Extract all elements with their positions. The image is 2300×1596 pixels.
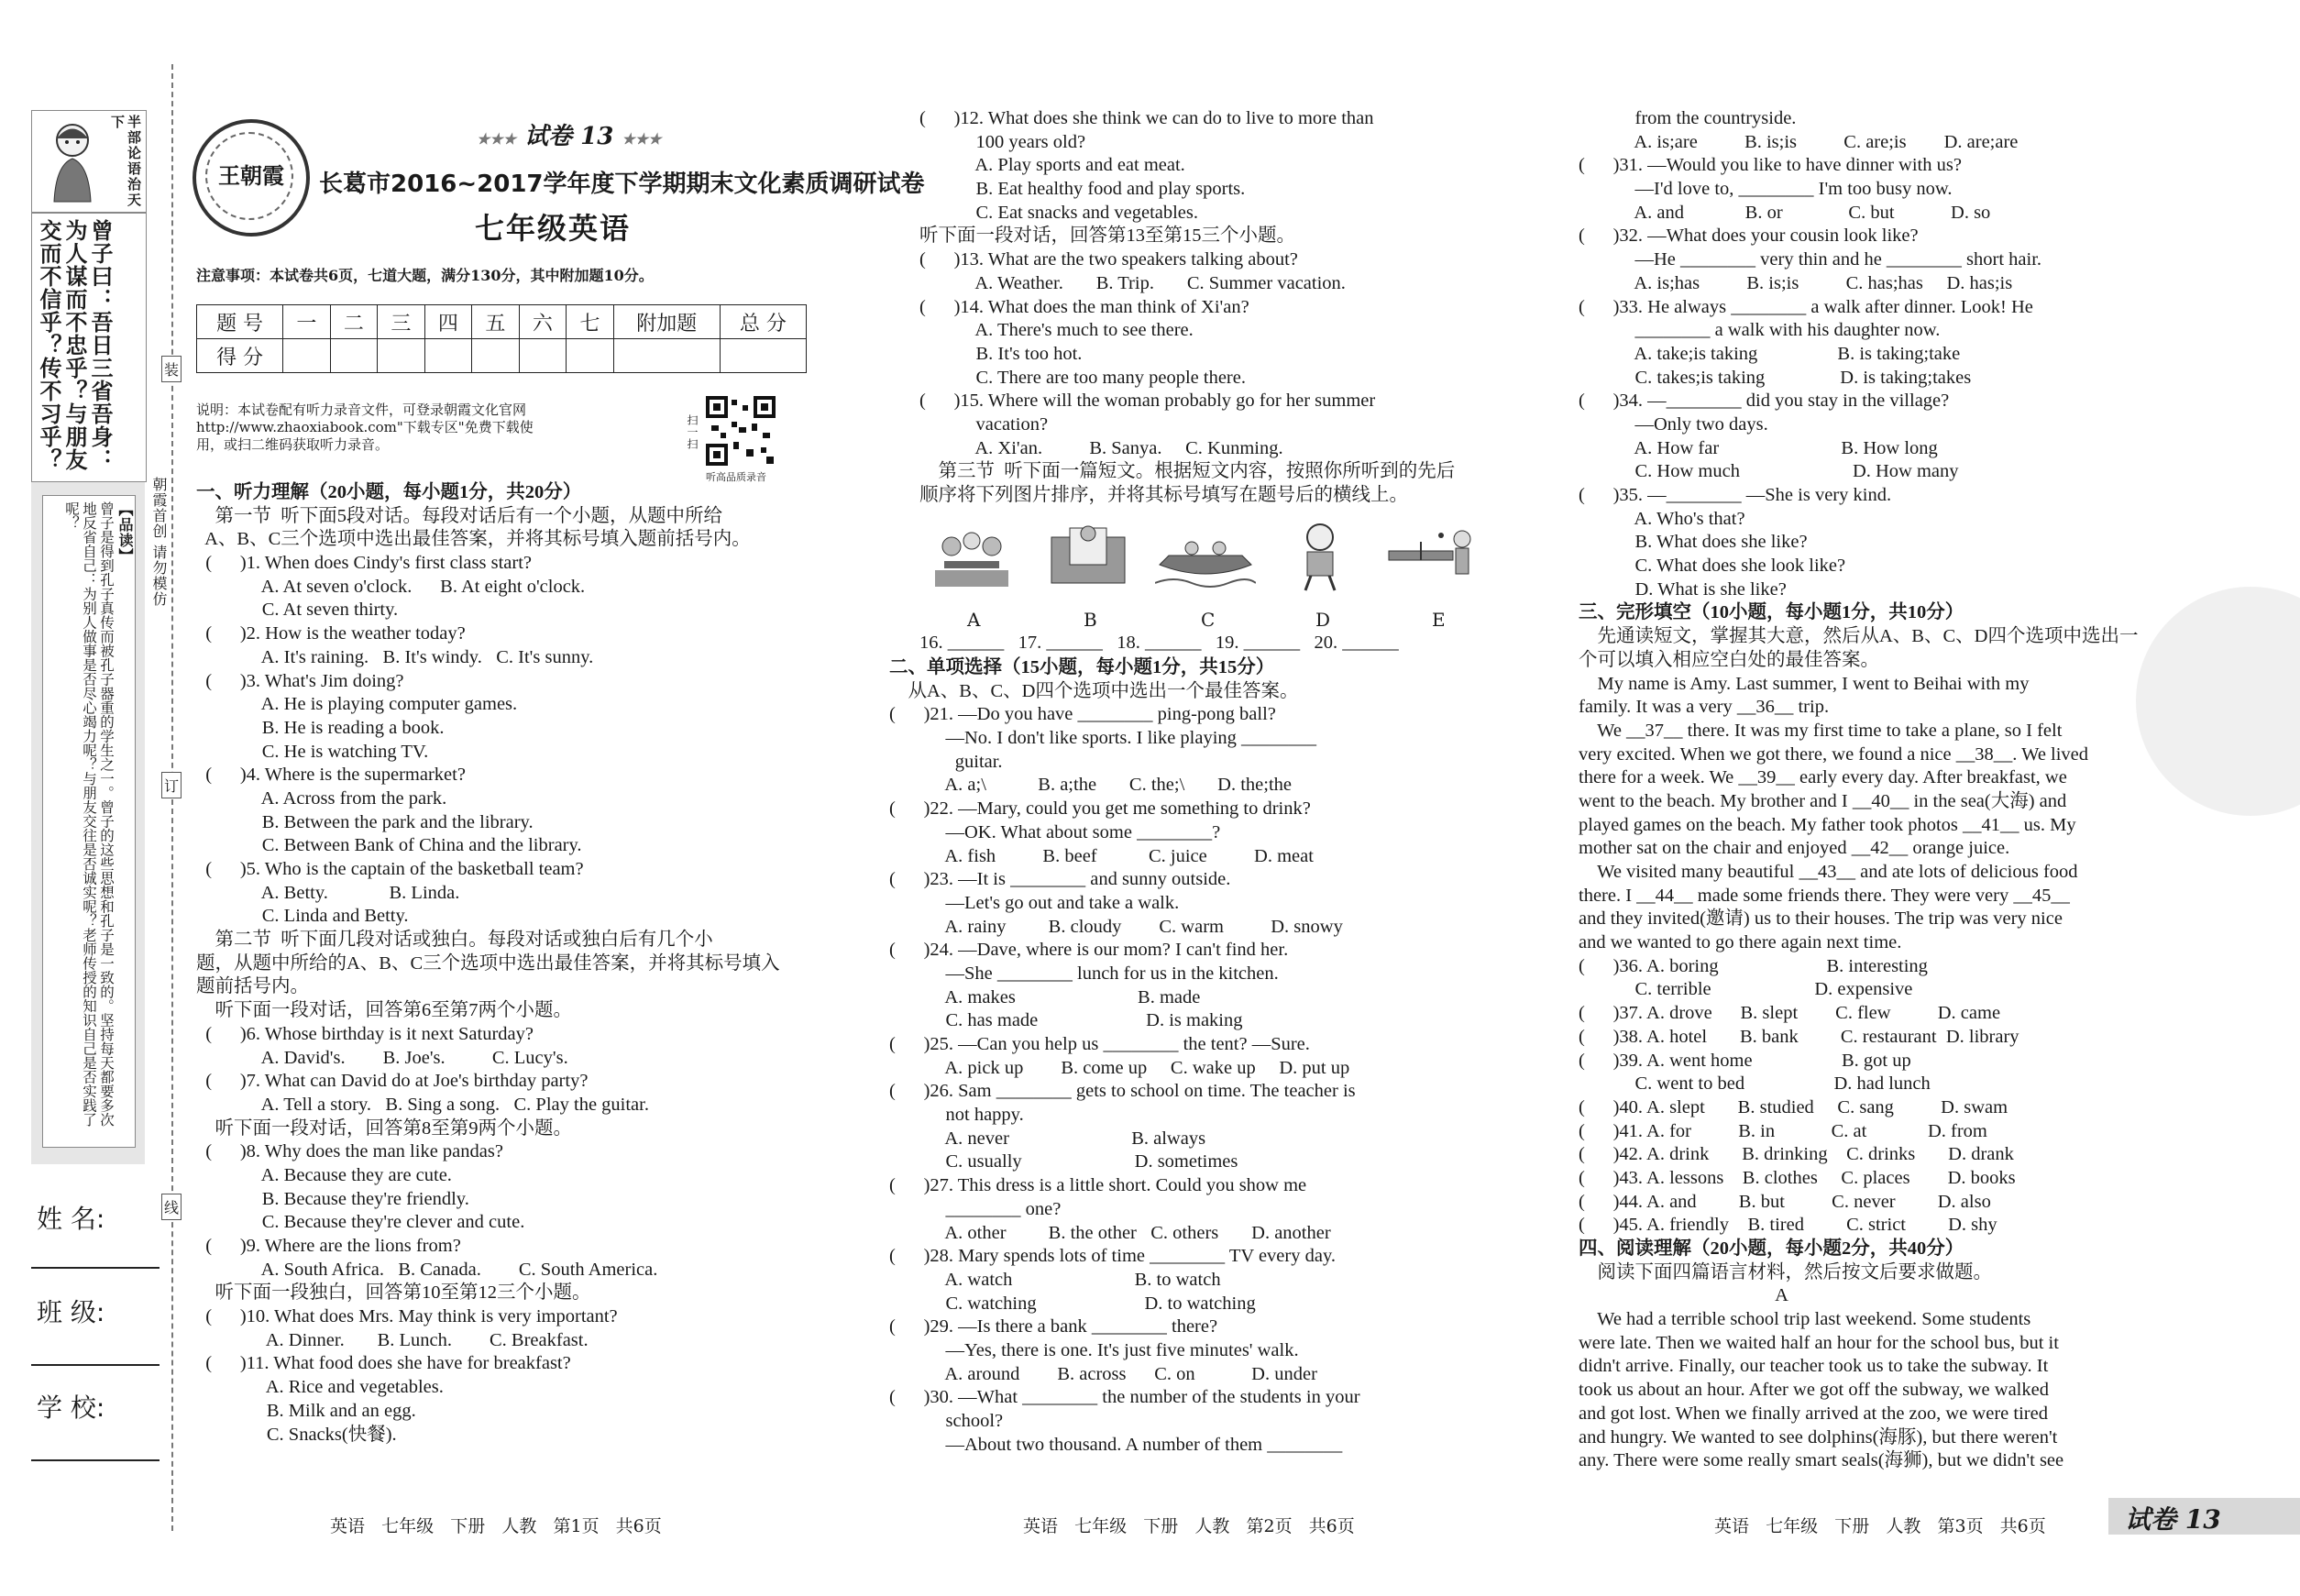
picture-a-family-dinner xyxy=(926,519,1018,592)
text-line: ( )45. A. friendly B. tired C. strict D. shy xyxy=(1579,1215,1997,1236)
text-line: ( )10. What does Mrs. May think is very important? xyxy=(196,1306,618,1327)
score-header-9: 总 分 xyxy=(720,305,806,339)
score-cell[interactable] xyxy=(519,339,567,373)
score-cell[interactable] xyxy=(613,339,720,373)
text-line: went to the beach. My brother and I __40__ in the sea(大海) and xyxy=(1579,790,2067,811)
text-line: ( )32. —What does your cousin look like? xyxy=(1579,226,1919,247)
text-line: My name is Amy. Last summer, I went to Beihai with my xyxy=(1579,673,2030,694)
text-line: 100 years old? xyxy=(919,131,1086,152)
text-line: ( )23. —It is ________ and sunny outside. xyxy=(889,869,1231,890)
text-line: A. It's raining. B. It's windy. C. It's sunny. xyxy=(196,646,594,667)
listening-note-line: 用，或扫二维码获取听力录音。 xyxy=(196,436,390,453)
text-line: and got lost. When we finally arrived at the zoo, we were tired xyxy=(1579,1403,2048,1424)
text-line: not happy. xyxy=(889,1105,1024,1126)
text-line: C. He is watching TV. xyxy=(196,741,429,762)
text-line: —I'd love to, ________ I'm too busy now. xyxy=(1579,179,1953,200)
text-line: We had a terrible school trip last weekend. Some students xyxy=(1579,1309,2031,1330)
text-line: 听下面一段对话，回答第8至第9两个小题。 xyxy=(196,1117,572,1139)
text-line: ( )4. Where is the supermarket? xyxy=(196,765,466,786)
text-line: ( )35. —________ —She is very kind. xyxy=(1579,485,1892,505)
logo-text: 王朝霞 xyxy=(218,162,284,189)
text-line: didn't arrive. Finally, our teacher took us to take the subway. It xyxy=(1579,1356,2049,1377)
text-line: 第一节 听下面5段对话。每段对话后有一个小题，从题中所给 xyxy=(196,505,722,526)
text-line: —Let's go out and take a walk. xyxy=(889,892,1180,913)
text-line: A xyxy=(1579,1285,1788,1306)
text-line: C. At seven thirty. xyxy=(196,600,399,621)
text-line: A. a;\ B. a;the C. the;\ D. the;the xyxy=(889,775,1292,796)
text-line: ( )39. A. went home B. got up xyxy=(1579,1050,1911,1071)
text-line: ( )34. —________ did you stay in the village? xyxy=(1579,391,1950,412)
picture-label-c: C xyxy=(1201,609,1216,631)
reading-text: 曾子是得到孔子真传而被孔子器重的学生之一。曾子的这些思想和孔子是一致的。坚持每天都要多次地反省自己：为别人做事是否尽心竭力呢？与朋友交往是否诚实呢？老师传授的知识自己是否实践了呢？ xyxy=(63,501,115,1127)
line-mark-1: 装 xyxy=(161,356,182,382)
qr-side-label: 扫一扫 xyxy=(686,414,699,450)
seal-text: 朝霞首创 请勿模仿 xyxy=(150,477,168,608)
score-header-7: 七 xyxy=(567,305,614,339)
sidebar-motto-box xyxy=(31,110,147,213)
text-line: ( )6. Whose birthday is it next Saturday? xyxy=(196,1023,534,1044)
motto-title: 半部论语治天下 xyxy=(109,115,142,208)
confucius-quote-box xyxy=(31,213,147,482)
text-line: D. What is she like? xyxy=(1579,578,1787,600)
confucius-icon xyxy=(36,115,109,206)
text-line: ( )22. —Mary, could you get me something to drink? xyxy=(889,798,1311,820)
picture-label-a: A xyxy=(967,609,981,631)
text-line: very excited. When we got there, we found a nice __38__. We lived xyxy=(1579,743,2089,765)
text-line: A. makes B. made xyxy=(889,986,1201,1007)
text-line: A. rainy B. cloudy C. warm D. snowy xyxy=(889,916,1343,937)
text-line: A. Dinner. B. Lunch. C. Breakfast. xyxy=(196,1329,589,1350)
score-header-6: 六 xyxy=(519,305,567,339)
footer-page3: 英语 七年级 下册 人教 第3页 共6页 xyxy=(1714,1516,2046,1536)
text-line: A. There's much to see there. xyxy=(919,320,1194,341)
text-line: ( )7. What can David do at Joe's birthday party? xyxy=(196,1071,589,1092)
text-line: and hungry. We wanted to see dolphins(海豚), but there weren't xyxy=(1579,1426,2058,1447)
text-line: ( )12. What does she think we can do to live to more than xyxy=(919,108,1374,128)
text-line: —He ________ very thin and he ________ short hair. xyxy=(1579,249,2042,270)
footer-page1: 英语 七年级 下册 人教 第1页 共6页 xyxy=(330,1516,662,1536)
text-line: ( )21. —Do you have ________ ping-pong ball? xyxy=(889,704,1276,725)
text-line: —Only two days. xyxy=(1579,413,1768,435)
picture-label-d: D xyxy=(1315,609,1331,631)
text-line: 题前括号内。 xyxy=(196,976,309,997)
text-line: 听下面一段独白，回答第10至第12三个小题。 xyxy=(196,1282,591,1304)
text-line: A. other B. the other C. others D. another xyxy=(889,1222,1331,1243)
text-line: B. He is reading a book. xyxy=(196,717,445,738)
stars-left: ★★★ xyxy=(477,130,517,148)
footer-page2: 英语 七年级 下册 人教 第2页 共6页 xyxy=(1023,1516,1355,1536)
text-line: —About two thousand. A number of them ________ xyxy=(889,1434,1343,1455)
class-label: 班 级: xyxy=(37,1297,105,1327)
text-line: ( )28. Mary spends lots of time ________ TV every day. xyxy=(889,1246,1336,1267)
text-line: were late. Then we waited half an hour for the school bus, but it xyxy=(1579,1332,2059,1353)
text-line: and they invited(邀请) us to their houses. The trip was very nice xyxy=(1579,908,2063,930)
reading-label: 【品读】 xyxy=(116,501,134,564)
text-line: ________ one? xyxy=(889,1198,1062,1219)
score-cell[interactable] xyxy=(567,339,614,373)
reading-box xyxy=(42,495,136,1148)
text-line: school? xyxy=(889,1411,1004,1431)
text-line: A. Betty. B. Linda. xyxy=(196,882,460,903)
text-line: —Yes, there is one. It's just five minutes' walk. xyxy=(889,1339,1299,1360)
text-line: C. What does she look like? xyxy=(1579,556,1846,577)
name-field[interactable] xyxy=(31,1267,160,1269)
text-line: A、B、C三个选项中选出最佳答案，并将其标号填入题前括号内。 xyxy=(196,529,751,550)
text-line: B. Because they're friendly. xyxy=(196,1188,469,1209)
qr-code-icon[interactable] xyxy=(706,396,776,466)
text-line: ( )1. When does Cindy's first class start? xyxy=(196,553,532,574)
picture-b-reading-newspaper xyxy=(1042,519,1134,592)
confucius-quote: 曾子曰：吾日三省吾身：为人谋而不忠乎？与朋友交而不信乎？传不习乎？ xyxy=(36,219,114,471)
text-line: A. David's. B. Joe's. C. Lucy's. xyxy=(196,1047,568,1068)
text-line: B. Eat healthy food and play sports. xyxy=(919,179,1246,200)
score-table xyxy=(196,304,807,373)
line-mark-3: 线 xyxy=(161,1194,182,1220)
line-mark-2: 订 xyxy=(161,772,182,798)
text-line: C. terrible D. expensive xyxy=(1579,979,1913,1000)
text-line: 听下面一段对话，回答第13至第15三个小题。 xyxy=(919,226,1295,247)
text-line: C. watching D. to watching xyxy=(889,1293,1256,1314)
school-label: 学 校: xyxy=(37,1392,105,1423)
text-line: A. Rice and vegetables. xyxy=(196,1377,444,1398)
stars-right: ★★★ xyxy=(622,130,662,148)
text-line: any. There were some really smart seals(海狮), but we didn't see xyxy=(1579,1450,2064,1471)
score-cell[interactable] xyxy=(283,339,331,373)
text-line: 题，从题中所给的A、B、C三个选项中选出最佳答案，并将其标号填入 xyxy=(196,952,780,974)
school-field[interactable] xyxy=(31,1459,160,1461)
picture-label-b: B xyxy=(1084,609,1097,631)
text-line: there for a week. We __39__ early every day. After breakfast, we xyxy=(1579,767,2067,788)
text-line: A. Xi'an. B. Sanya. C. Kunming. xyxy=(919,437,1283,458)
score-header-5: 五 xyxy=(472,305,520,339)
text-line: C. takes;is taking D. is taking;takes xyxy=(1579,367,1972,388)
section-heading: 四、阅读理解（20小题，每小题2分，共40分） xyxy=(1579,1238,1964,1259)
text-line: 先通读短文，掌握其大意，然后从A、B、C、D四个选项中选出一 xyxy=(1579,626,2139,647)
text-line: A. pick up B. come up C. wake up D. put up xyxy=(889,1057,1350,1078)
text-line: A. Tell a story. B. Sing a song. C. Play the guitar. xyxy=(196,1094,649,1115)
text-line: A. is;are B. is;is C. are;is D. are;are xyxy=(1579,131,2019,152)
text-line: ( )2. How is the weather today? xyxy=(196,623,466,644)
page1-content xyxy=(196,481,810,1447)
text-line: there. I __44__ made some friends there. They were very __45__ xyxy=(1579,885,2070,906)
text-line: ( )9. Where are the lions from? xyxy=(196,1236,461,1256)
text-line: 第三节 听下面一篇短文。根据短文内容，按照你所听到的先后 xyxy=(919,461,1456,482)
text-line: ( )13. What are the two speakers talking about? xyxy=(919,249,1298,270)
text-line: ( )11. What food does she have for breakfast? xyxy=(196,1353,571,1374)
text-line: 听下面一段对话，回答第6至第7两个小题。 xyxy=(196,1000,572,1021)
publisher-logo xyxy=(193,119,310,237)
page2-top-content xyxy=(919,107,1506,508)
text-line: ( )15. Where will the woman probably go for her summer xyxy=(919,391,1376,412)
text-line: ( )5. Who is the captain of the basketball team? xyxy=(196,859,584,879)
class-field[interactable] xyxy=(31,1364,160,1366)
text-line: ( )8. Why does the man like pandas? xyxy=(196,1141,503,1162)
score-cell[interactable] xyxy=(424,339,472,373)
text-line: C. has made D. is making xyxy=(889,1010,1243,1031)
section-heading: 三、完形填空（10小题，每小题1分，共10分） xyxy=(1579,602,1964,623)
text-line: ( )43. A. lessons B. clothes C. places D. books xyxy=(1579,1167,2016,1188)
text-line: vacation? xyxy=(919,413,1049,435)
text-line: C. Eat snacks and vegetables. xyxy=(919,202,1199,223)
text-line: A. How far B. How long xyxy=(1579,437,1938,458)
text-line: We __37__ there. It was my first time to take a plane, so I felt xyxy=(1579,720,2063,741)
text-line: from the countryside. xyxy=(1579,108,1797,128)
text-line: played games on the beach. My father took photos __41__ us. My xyxy=(1579,814,2076,835)
text-line: B. Milk and an egg. xyxy=(196,1400,416,1421)
text-line: ( )27. This dress is a little short. Could you show me xyxy=(889,1175,1307,1196)
subject-title: 七年级英语 xyxy=(475,211,632,246)
score-header-4: 四 xyxy=(424,305,472,339)
score-header-8: 附加题 xyxy=(613,305,720,339)
text-line: —She ________ lunch for us in the kitchen. xyxy=(889,963,1279,984)
text-line: ( )26. Sam ________ gets to school on time. The teacher is xyxy=(889,1081,1356,1102)
listening-pictures xyxy=(926,519,1494,592)
text-line: A. At seven o'clock. B. At eight o'clock. xyxy=(196,576,586,597)
text-line: —OK. What about some ________? xyxy=(889,821,1221,842)
picture-e-ping-pong xyxy=(1384,519,1485,592)
text-line: —No. I don't like sports. I like playing ________ xyxy=(889,728,1317,749)
text-line: C. usually D. sometimes xyxy=(889,1151,1238,1172)
text-line: ( )41. A. for B. in C. at D. from xyxy=(1579,1120,1987,1141)
text-line: C. went to bed D. had lunch xyxy=(1579,1073,1931,1095)
text-line: A. watch B. to watch xyxy=(889,1269,1221,1290)
text-line: ( )37. A. drove B. slept C. flew D. came xyxy=(1579,1003,2001,1024)
listening-note xyxy=(196,402,534,454)
text-line: B. It's too hot. xyxy=(919,343,1083,364)
text-line: family. It was a very __36__ trip. xyxy=(1579,697,1830,718)
text-line: A. He is playing computer games. xyxy=(196,694,518,715)
picture-d-boy-playing xyxy=(1274,519,1366,592)
text-line: A. fish B. beef C. juice D. meat xyxy=(889,845,1314,866)
text-line: B. What does she like? xyxy=(1579,532,1808,553)
page2-bottom-content xyxy=(889,656,1513,1457)
text-line: ( )30. —What ________ the number of the students in your xyxy=(889,1387,1360,1408)
score-header-2: 二 xyxy=(330,305,378,339)
text-line: and we wanted to go there again next time. xyxy=(1579,932,1902,953)
text-line: We visited many beautiful __43__ and ate lots of delicious food xyxy=(1579,862,2078,882)
exam-title: 长葛市2016~2017学年度下学期期末文化素质调研试卷 xyxy=(319,171,925,198)
footer-badge: 试卷 13 xyxy=(2125,1504,2221,1535)
text-line: A. around B. across C. on D. under xyxy=(889,1363,1317,1384)
text-line: A. Play sports and eat meat. xyxy=(919,155,1185,176)
picture-answer-blanks[interactable]: 16. ______ 17. ______ 18. ______ 19. ______ 20. ______ xyxy=(919,633,1399,653)
paper-number: 试卷 13 xyxy=(524,123,614,150)
text-line: A. never B. always xyxy=(889,1128,1206,1149)
score-header-3: 三 xyxy=(378,305,425,339)
text-line: ( )42. A. drink B. drinking C. drinks D. drank xyxy=(1579,1144,2014,1165)
text-line: ________ a walk with his daughter now. xyxy=(1579,320,1941,341)
text-line: C. There are too many people there. xyxy=(919,367,1246,388)
score-header-1: 一 xyxy=(283,305,331,339)
picture-c-boat-trip xyxy=(1155,519,1256,592)
score-row-label: 得 分 xyxy=(197,339,283,373)
notice: 注意事项：本试卷共6页，七道大题，满分130分，其中附加题10分。 xyxy=(196,267,654,284)
text-line: 顺序将下列图片排序，并将其标号填写在题号后的横线上。 xyxy=(919,485,1408,505)
text-line: A. Because they are cute. xyxy=(196,1164,452,1185)
text-line: A. and B. or C. but D. so xyxy=(1579,202,1991,223)
text-line: mother sat on the chair and enjoyed __42__ orange juice. xyxy=(1579,838,2010,859)
text-line: C. Because they're clever and cute. xyxy=(196,1212,525,1233)
paper-number-row xyxy=(477,117,661,151)
text-line: C. Snacks(快餐). xyxy=(196,1424,397,1445)
text-line: 阅读下面四篇语言材料，然后按文后要求做题。 xyxy=(1579,1261,1992,1282)
section-heading: 二、单项选择（15小题，每小题1分，共15分） xyxy=(889,657,1275,677)
text-line: B. Between the park and the library. xyxy=(196,811,534,832)
text-line: A. Across from the park. xyxy=(196,787,447,809)
text-line: C. Between Bank of China and the library. xyxy=(196,835,582,856)
text-line: ( )40. A. slept B. studied C. sang D. swam xyxy=(1579,1096,2008,1117)
text-line: A. Weather. B. Trip. C. Summer vacation. xyxy=(919,272,1346,293)
text-line: 个可以填入相应空白处的最佳答案。 xyxy=(1579,649,1879,670)
score-header-0: 题 号 xyxy=(197,305,283,339)
text-line: 第二节 听下面几段对话或独白。每段对话或独白后有几个小 xyxy=(196,930,713,951)
section-heading: 一、听力理解（20小题，每小题1分，共20分） xyxy=(196,482,582,502)
text-line: ( )33. He always ________ a walk after dinner. Look! He xyxy=(1579,296,2033,317)
text-line: ( )14. What does the man think of Xi'an? xyxy=(919,296,1249,317)
name-label: 姓 名: xyxy=(37,1204,105,1234)
text-line: A. take;is taking B. is taking;take xyxy=(1579,343,1961,364)
text-line: C. How much D. How many xyxy=(1579,461,1959,482)
text-line: ( )44. A. and B. but C. never D. also xyxy=(1579,1191,1991,1212)
text-line: ( )31. —Would you like to have dinner with us? xyxy=(1579,155,1962,176)
score-cell[interactable] xyxy=(472,339,520,373)
page3-content xyxy=(1579,107,2202,1473)
text-line: guitar. xyxy=(889,751,1003,772)
text-line: ( )38. A. hotel B. bank C. restaurant D. library xyxy=(1579,1026,2019,1047)
text-line: 从A、B、C、D四个选项中选出一个最佳答案。 xyxy=(889,680,1299,701)
text-line: ( )24. —Dave, where is our mom? I can't find her. xyxy=(889,940,1289,961)
text-line: ( )25. —Can you help us ________ the tent? —Sure. xyxy=(889,1034,1310,1054)
listening-note-line: http://www.zhaoxiabook.com"下载专区"免费下载使 xyxy=(196,419,534,435)
text-line: A. South Africa. B. Canada. C. South America. xyxy=(196,1259,658,1280)
picture-label-e: E xyxy=(1432,609,1446,631)
text-line: A. is;has B. is;is C. has;has D. has;is xyxy=(1579,272,2013,293)
score-cell[interactable] xyxy=(378,339,425,373)
qr-caption: 听高品质录音 xyxy=(706,471,766,483)
text-line: took us about an hour. After we got off the subway, we walked xyxy=(1579,1380,2049,1401)
text-line: C. Linda and Betty. xyxy=(196,906,409,927)
text-line: ( )3. What's Jim doing? xyxy=(196,670,404,691)
text-line: A. Who's that? xyxy=(1579,508,1745,529)
text-line: ( )36. A. boring B. interesting xyxy=(1579,955,1928,976)
listening-note-line: 说明：本试卷配有听力录音文件，可登录朝霞文化官网 xyxy=(196,402,527,418)
score-cell[interactable] xyxy=(720,339,806,373)
score-cell[interactable] xyxy=(330,339,378,373)
text-line: ( )29. —Is there a bank ________ there? xyxy=(889,1316,1218,1337)
